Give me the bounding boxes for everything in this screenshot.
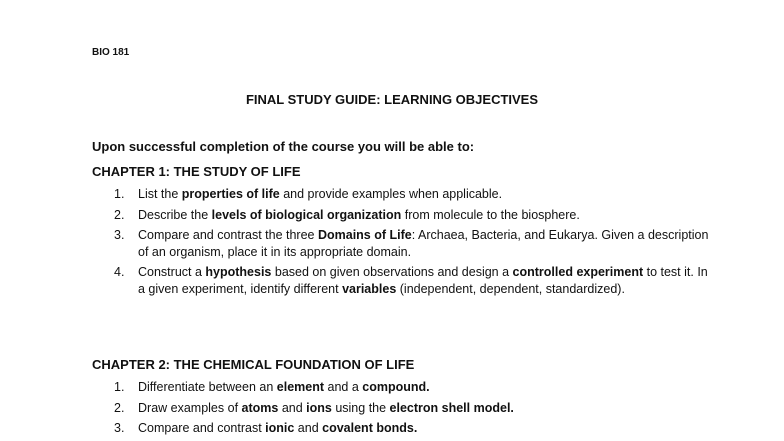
list-item: 4. Construct a hypothesis based on given observations and design a controlled experiment to test it. In a given experiment, identify different variables (independent, dependent, standardized). bbox=[114, 265, 708, 296]
item-number: 1. bbox=[114, 187, 125, 201]
item-number: 2. bbox=[114, 207, 125, 222]
list-item: 3. Compare and contrast ionic and covalent bonds. bbox=[114, 421, 418, 435]
list-item: 3. Compare and contrast the three Domains of Life: Archaea, Bacteria, and Eukarya. Given a description of an organism, place it in its appropriate domain. bbox=[114, 228, 709, 259]
chapter-2-objectives bbox=[92, 379, 712, 441]
item-number: 3. bbox=[114, 421, 125, 435]
item-number: 3. bbox=[114, 228, 125, 242]
item-number: 4. bbox=[114, 265, 125, 279]
chapter-2-heading: CHAPTER 2: THE CHEMICAL FOUNDATION OF LIFE bbox=[92, 357, 415, 372]
chapter-1-heading: CHAPTER 1: THE STUDY OF LIFE bbox=[92, 164, 301, 179]
course-code: BIO 181 bbox=[92, 47, 130, 58]
item-number: 2. bbox=[114, 400, 125, 415]
list-item: 2. Draw examples of atoms and ions using the electron shell model. bbox=[114, 400, 514, 415]
item-number: 1. bbox=[114, 380, 125, 394]
chapter-1-objectives bbox=[92, 186, 712, 301]
list-item: 1. List the properties of life and provide examples when applicable. bbox=[114, 187, 503, 201]
page-title: FINAL STUDY GUIDE: LEARNING OBJECTIVES bbox=[245, 92, 539, 107]
list-item: 2. Describe the levels of biological organization from molecule to the biosphere. bbox=[114, 207, 580, 222]
list-item: 1. Differentiate between an element and a compound. bbox=[114, 380, 430, 394]
intro-text: Upon successful completion of the course you will be able to: bbox=[92, 139, 475, 154]
